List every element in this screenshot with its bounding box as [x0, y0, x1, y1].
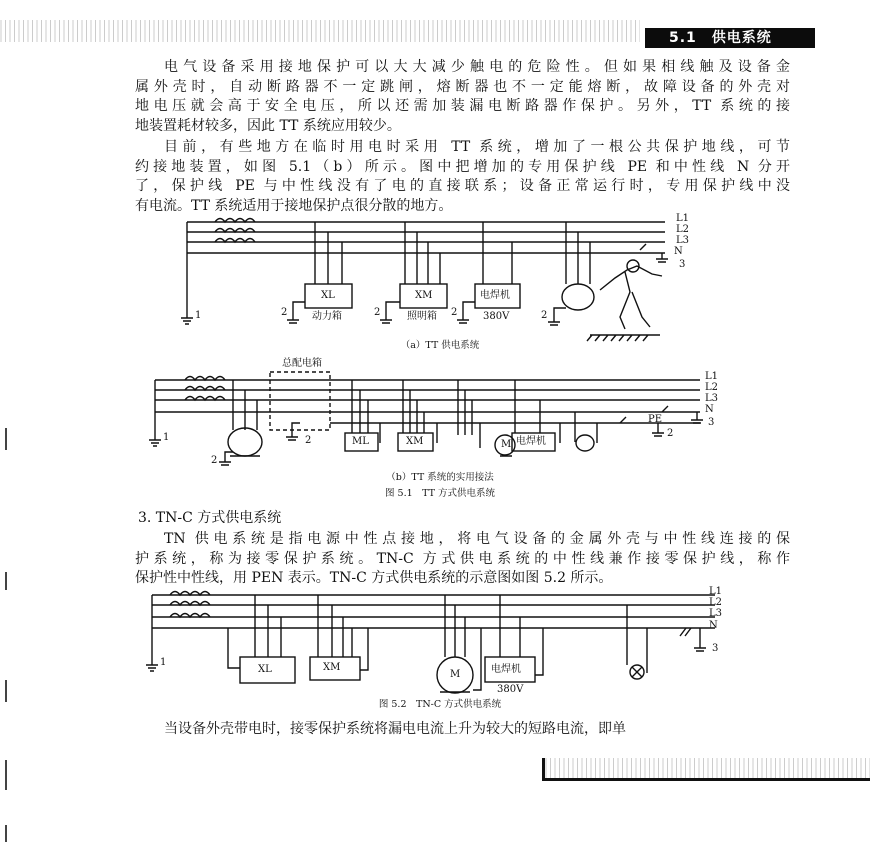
paragraph-3	[135, 530, 790, 589]
line-label-L3: L3	[676, 235, 690, 246]
margin-mark	[5, 428, 7, 450]
margin-mark	[5, 825, 7, 842]
ground-label: 2	[305, 435, 312, 446]
box-caption: 动力箱	[312, 311, 342, 322]
text-line: 保护性中性线，用 PEN 表示。TN-C 方式供电系统的示意图如图 5.2 所示。	[135, 570, 613, 587]
motor-m: M	[450, 669, 461, 680]
ground-label: 2	[281, 307, 288, 318]
text-line: TN 供电系统是指电源中性点接地，将电气设备的金属外壳与中性线连接的保	[164, 531, 790, 547]
ground-label: 3	[679, 259, 686, 270]
ground-label: 1	[160, 657, 167, 668]
section-header: 5.1 供电系统	[645, 28, 815, 48]
box-xm: XM	[406, 436, 424, 447]
text-line: 有电流。TT 系统适用于接地保护点很分散的地方。	[135, 197, 453, 214]
footer-rule	[542, 778, 870, 781]
ground-label: 3	[712, 643, 719, 654]
line-label-L1: L1	[705, 371, 719, 382]
box-welder: 电焊机	[480, 290, 510, 301]
box-welder: 电焊机	[516, 436, 546, 447]
line-label-L1: L1	[676, 213, 690, 224]
line-label-L1: L1	[709, 586, 723, 597]
ground-label: 1	[195, 310, 202, 321]
section-heading: 3. TN-C 方式供电系统	[138, 510, 282, 526]
box-xm: XM	[415, 290, 433, 301]
figure-c-wiring	[146, 592, 715, 694]
text-line: 护系统，称为接零保护系统。TN-C 方式供电系统的中性线兼作接零保护线，称作	[135, 550, 790, 567]
pe-label: PE	[648, 414, 663, 425]
line-label-L2: L2	[705, 382, 719, 393]
figure-5-2-caption: 图 5.2 TN-C 方式供电系统	[378, 699, 502, 710]
ground-label: 2	[451, 307, 458, 318]
ground-label: 2	[374, 307, 381, 318]
text-line: 属外壳时，自动断路器不一定跳闸，熔断器也不一定能熔断，故障设备的外壳对	[135, 78, 790, 95]
closing-paragraph	[135, 720, 790, 740]
figure-5-1-caption: 图 5.1 TT 方式供电系统	[385, 488, 495, 499]
footer-rule-left	[542, 758, 545, 781]
line-label-L2: L2	[709, 597, 723, 608]
figure-b-wiring	[149, 372, 703, 465]
footer-noise-band	[545, 758, 870, 778]
text-line: 地电压就会高于安全电压，所以还需加装漏电断路器作保护。另外，TT 系统的接	[135, 98, 790, 115]
figure-b-caption: （b）TT 系统的实用接法	[386, 472, 494, 483]
motor-m: M	[501, 439, 512, 450]
ground-label: 3	[708, 417, 715, 428]
dashed-box-label: 总配电箱	[282, 358, 322, 369]
text-line: 了，保护线 PE 与中性线没有了电的直接联系；设备正常运行时，专用保护线中没	[135, 178, 790, 195]
line-label-L3: L3	[705, 393, 719, 404]
box-welder: 电焊机	[491, 664, 521, 675]
box-ml: ML	[352, 436, 369, 447]
ground-label: 2	[541, 310, 548, 321]
box-xm: XM	[323, 662, 341, 673]
box-xl: XL	[321, 290, 335, 301]
margin-mark	[5, 680, 7, 702]
margin-mark	[5, 760, 7, 790]
text-line: 约接地装置，如图 5.1（b）所示。图中把增加的专用保护线 PE 和中性线 N 分开	[135, 158, 790, 175]
text-line: 当设备外壳带电时，接零保护系统将漏电电流上升为较大的短路电流，即单	[164, 721, 626, 737]
margin-mark	[5, 572, 7, 590]
ground-label: 1	[163, 432, 170, 443]
line-label-N: N	[674, 246, 683, 257]
figure-a-wiring	[181, 219, 668, 342]
box-caption: 380V	[497, 684, 524, 695]
ground-label: 2	[667, 428, 674, 439]
box-caption: 照明箱	[407, 311, 437, 322]
line-label-N: N	[709, 620, 718, 631]
text-line: 目前，有些地方在临时用电时采用 TT 系统，增加了一根公共保护地线，可节	[164, 139, 790, 155]
box-caption: 380V	[483, 311, 510, 322]
line-label-L2: L2	[676, 224, 690, 235]
figure-a-caption: （a）TT 供电系统	[400, 340, 480, 351]
ground-label: 2	[211, 455, 218, 466]
line-label-N: N	[705, 404, 714, 415]
box-xl: XL	[258, 664, 272, 675]
text-line: 地装置耗材较多，因此 TT 系统应用较少。	[135, 117, 401, 134]
text-line: 电气设备采用接地保护可以大大减少触电的危险性。但如果相线触及设备金	[164, 59, 790, 75]
line-label-L3: L3	[709, 608, 723, 619]
